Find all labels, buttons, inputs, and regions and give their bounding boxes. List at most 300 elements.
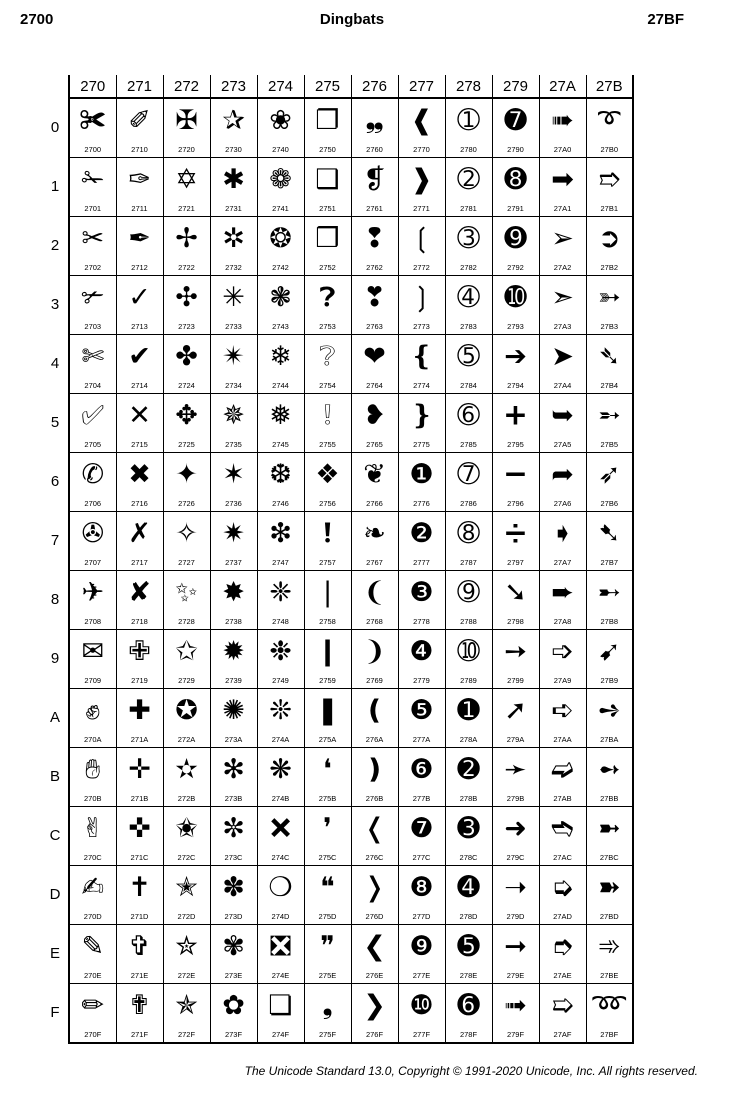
code-cell: [398, 453, 445, 512]
code-cell: [539, 630, 586, 689]
dingbat-glyph: ❾︎: [409, 931, 434, 962]
code-point-label: 2744: [272, 381, 289, 390]
dingbat-glyph: ✕︎: [128, 400, 151, 431]
code-cell: [539, 512, 586, 571]
code-cell: [398, 98, 445, 158]
code-point-label: 276F: [365, 1030, 384, 1039]
code-point-label: 2706: [84, 499, 102, 508]
code-cell: [539, 984, 586, 1044]
dingbat-glyph: ➳︎: [597, 282, 621, 313]
code-point-label: 27B5: [600, 440, 619, 449]
code-point-label: 27AB: [553, 794, 572, 803]
code-cell: [445, 98, 492, 158]
code-point-label: 2750: [319, 145, 336, 154]
dingbat-glyph: ➲︎: [597, 223, 621, 254]
code-cell: [257, 98, 304, 158]
dingbat-glyph: ➋︎: [457, 754, 480, 785]
code-point-label: 2727: [178, 558, 195, 567]
code-cell: [445, 276, 492, 335]
code-point-label: 270A: [83, 735, 102, 744]
code-point-label: 27B8: [600, 617, 619, 626]
code-point-label: 2771: [413, 204, 430, 213]
dingbat-glyph: ❡︎: [363, 164, 386, 195]
dingbat-glyph: ➭︎: [551, 872, 574, 903]
code-cell: [539, 925, 586, 984]
dingbat-glyph: ➚︎: [504, 695, 527, 726]
code-point-label: 2714: [131, 381, 148, 390]
dingbat-glyph: ✣︎: [175, 282, 198, 313]
code-point-label: 271A: [130, 735, 149, 744]
dingbat-glyph: ✢︎: [175, 223, 198, 254]
row-label: 6: [50, 473, 60, 490]
code-cell: [257, 158, 304, 217]
dingbat-glyph: ❦︎: [363, 459, 386, 490]
code-cell: [210, 984, 257, 1044]
code-point-label: 2715: [131, 440, 148, 449]
dingbat-glyph: ✟︎: [128, 990, 151, 1021]
code-point-label: 2759: [319, 676, 336, 685]
code-point-label: 279E: [506, 971, 525, 980]
column-header: 277: [398, 75, 445, 98]
code-cell: [586, 453, 633, 512]
dingbat-glyph: ❀︎: [269, 105, 292, 136]
range-end-label: 27BF: [647, 11, 684, 28]
code-cell: [69, 158, 116, 217]
code-point-label: 277D: [412, 912, 431, 921]
code-cell: [69, 866, 116, 925]
dingbat-glyph: ✃︎: [81, 282, 105, 313]
code-cell: [398, 571, 445, 630]
dingbat-glyph: ❌︎: [270, 813, 291, 844]
code-point-label: 276C: [365, 853, 384, 862]
code-point-label: 273F: [224, 1030, 243, 1039]
code-cell: [69, 925, 116, 984]
row-label: D: [49, 886, 61, 903]
dingbat-glyph: ❛︎: [323, 754, 332, 785]
chart-row: [69, 807, 633, 866]
dingbat-glyph: ➮︎: [551, 931, 574, 962]
code-point-label: 27B0: [600, 145, 619, 154]
dingbat-glyph: ✪︎: [175, 695, 198, 726]
dingbat-glyph: ➥︎: [551, 400, 574, 431]
dingbat-glyph: ✛︎: [128, 754, 151, 785]
code-point-label: 2799: [507, 676, 524, 685]
code-point-label: 271C: [130, 853, 149, 862]
dingbat-glyph: ✖︎: [128, 459, 151, 490]
dingbat-glyph: ✩︎: [175, 636, 198, 667]
code-cell: [210, 453, 257, 512]
code-point-label: 27B4: [600, 381, 619, 390]
dingbat-glyph: ✼︎: [222, 813, 245, 844]
code-cell: [539, 217, 586, 276]
code-point-label: 279D: [506, 912, 525, 921]
code-cell: [351, 571, 398, 630]
dingbat-glyph: ✙︎: [128, 636, 151, 667]
dingbat-glyph: ➗︎: [505, 518, 526, 549]
row-label: C: [49, 827, 61, 844]
dingbat-glyph: ➘︎: [504, 577, 527, 608]
code-point-label: 2768: [366, 617, 383, 626]
chart-row: [69, 630, 633, 689]
code-point-label: 2784: [460, 381, 477, 390]
code-point-label: 2787: [460, 558, 477, 567]
code-point-label: 270B: [83, 794, 102, 803]
code-point-label: 2733: [225, 322, 242, 331]
code-point-label: 2721: [178, 204, 195, 213]
code-point-label: 2717: [131, 558, 148, 567]
code-point-label: 2790: [507, 145, 524, 154]
dingbat-glyph: ➝︎: [504, 872, 527, 903]
column-header: 27B: [586, 75, 633, 98]
code-cell: [586, 630, 633, 689]
dingbat-glyph: ➌︎: [457, 813, 480, 844]
code-cell: [398, 630, 445, 689]
dingbat-glyph: ✱︎: [222, 164, 245, 195]
code-cell: [492, 748, 539, 807]
code-cell: [210, 98, 257, 158]
chart-row: [69, 335, 633, 394]
code-cell: [304, 512, 351, 571]
code-cell: [539, 571, 586, 630]
code-point-label: 276A: [365, 735, 384, 744]
code-cell: [116, 98, 163, 158]
chart-row: [69, 158, 633, 217]
range-start-label: 2700: [20, 11, 54, 28]
dingbat-glyph: ➈︎: [457, 577, 480, 608]
dingbat-glyph: ✝︎: [128, 872, 151, 903]
row-labels: [40, 98, 70, 1042]
code-point-label: 2752: [319, 263, 336, 272]
code-point-label: 27A8: [553, 617, 572, 626]
code-point-label: 2713: [131, 322, 148, 331]
code-cell: [445, 748, 492, 807]
column-header: 279: [492, 75, 539, 98]
code-cell: [492, 689, 539, 748]
code-cell: [257, 630, 304, 689]
dingbat-glyph: ❙︎: [316, 636, 339, 667]
code-cell: [116, 807, 163, 866]
code-point-label: 270C: [83, 853, 102, 862]
dingbat-glyph: ❖︎: [315, 459, 340, 490]
code-point-label: 276B: [365, 794, 384, 803]
dingbat-glyph: ➶︎: [597, 459, 621, 490]
dingbat-glyph: ❄︎: [269, 341, 292, 372]
code-point-label: 2734: [225, 381, 242, 390]
code-cell: [163, 689, 210, 748]
dingbat-glyph: ✠︎: [175, 105, 198, 136]
dingbat-glyph: ❶︎: [409, 459, 434, 490]
dingbat-glyph: ❱︎: [410, 164, 433, 195]
dingbat-glyph: ✎︎: [81, 931, 105, 962]
code-cell: [398, 512, 445, 571]
code-point-label: 2775: [413, 440, 430, 449]
code-cell: [210, 512, 257, 571]
dingbat-glyph: ➯︎: [551, 990, 574, 1021]
copyright-footer: The Unicode Standard 13.0, Copyright © 1991-2020 Unicode, Inc. All rights reserved.: [244, 1064, 698, 1078]
dingbat-glyph: ✫︎: [175, 754, 198, 785]
code-cell: [257, 866, 304, 925]
code-point-label: 277B: [412, 794, 431, 803]
row-label: 7: [50, 532, 60, 549]
code-point-label: 272D: [177, 912, 196, 921]
code-cell: [445, 866, 492, 925]
code-cell: [586, 571, 633, 630]
code-cell: [257, 925, 304, 984]
dingbat-glyph: ❚︎: [316, 695, 339, 726]
dingbat-glyph: ✊︎: [85, 695, 101, 726]
dingbat-glyph: ❒︎: [315, 223, 340, 254]
code-cell: [398, 335, 445, 394]
code-cell: [210, 571, 257, 630]
code-point-label: 27AD: [553, 912, 572, 921]
code-cell: [210, 748, 257, 807]
code-cell: [445, 394, 492, 453]
dingbat-glyph: ❓︎: [319, 282, 336, 313]
dingbat-glyph: ➊︎: [457, 695, 480, 726]
code-cell: [492, 394, 539, 453]
code-point-label: 2724: [178, 381, 195, 390]
dingbat-glyph: ➃︎: [457, 282, 480, 313]
code-point-label: 2754: [319, 381, 336, 390]
dingbat-glyph: ➹︎: [597, 636, 621, 667]
code-point-label: 2709: [84, 676, 102, 685]
dingbat-glyph: ✔︎: [128, 341, 151, 372]
dingbat-glyph: ➇︎: [457, 518, 480, 549]
code-point-label: 27A1: [553, 204, 572, 213]
code-point-label: 2753: [319, 322, 336, 331]
dingbat-glyph: ➵︎: [597, 400, 621, 431]
code-cell: [445, 512, 492, 571]
code-point-label: 2729: [178, 676, 195, 685]
code-cell: [351, 335, 398, 394]
dingbat-glyph: ❵︎: [410, 400, 433, 431]
dingbat-glyph: ✓︎: [128, 282, 151, 313]
code-point-label: 2798: [507, 617, 524, 626]
column-header: 273: [210, 75, 257, 98]
code-cell: [586, 925, 633, 984]
row-label: B: [49, 768, 60, 785]
dingbat-glyph: ➫︎: [551, 754, 574, 785]
code-cell: [539, 276, 586, 335]
code-cell: [257, 512, 304, 571]
code-point-label: 2797: [507, 558, 524, 567]
dingbat-glyph: ➛︎: [504, 754, 527, 785]
code-point-label: 272E: [177, 971, 196, 980]
code-cell: [492, 335, 539, 394]
code-cell: [257, 748, 304, 807]
dingbat-glyph: ✂︎: [81, 223, 105, 254]
code-point-label: 27BC: [599, 853, 619, 862]
code-cell: [304, 453, 351, 512]
code-cell: [304, 276, 351, 335]
code-cell: [492, 217, 539, 276]
code-point-label: 275F: [318, 1030, 337, 1039]
code-point-label: 27A3: [553, 322, 572, 331]
code-point-label: 27AF: [553, 1030, 572, 1039]
dingbat-glyph: ❁︎: [269, 164, 292, 195]
dingbat-glyph: ➱︎: [597, 164, 621, 195]
code-cell: [445, 217, 492, 276]
dingbat-glyph: ➟︎: [504, 990, 527, 1021]
code-cell: [304, 925, 351, 984]
row-label: 5: [50, 414, 60, 431]
code-cell: [116, 276, 163, 335]
dingbat-glyph: ❍︎: [268, 872, 293, 903]
code-cell: [398, 984, 445, 1044]
code-point-label: 272B: [177, 794, 196, 803]
code-cell: [210, 276, 257, 335]
dingbat-glyph: ❥︎: [363, 400, 386, 431]
dingbat-glyph: ✥︎: [175, 400, 198, 431]
code-point-label: 2777: [413, 558, 430, 567]
dingbat-glyph: ➽︎: [597, 872, 621, 903]
code-point-label: 277C: [412, 853, 431, 862]
code-point-label: 2795: [507, 440, 524, 449]
code-point-label: 273A: [224, 735, 243, 744]
chart-row: [69, 748, 633, 807]
dingbat-glyph: ✈︎: [81, 577, 105, 608]
dingbat-glyph: ❝︎: [320, 872, 335, 903]
dingbat-glyph: ➖︎: [505, 459, 526, 490]
code-cell: [69, 394, 116, 453]
code-cell: [304, 335, 351, 394]
code-point-label: 275E: [318, 971, 337, 980]
code-cell: [116, 866, 163, 925]
code-cell: [304, 748, 351, 807]
code-point-label: 2763: [366, 322, 383, 331]
dingbat-glyph: ➠︎: [551, 105, 574, 136]
dingbat-glyph: ➴︎: [597, 341, 621, 372]
dingbat-glyph: ❊︎: [269, 695, 292, 726]
dingbat-glyph: ➞︎: [504, 931, 527, 962]
dingbat-glyph: ➕︎: [505, 400, 526, 431]
code-cell: [351, 276, 398, 335]
dingbat-glyph: ➧︎: [551, 518, 574, 549]
code-point-label: 2710: [131, 145, 148, 154]
code-point-label: 2774: [413, 381, 430, 390]
code-cell: [351, 394, 398, 453]
code-point-label: 271D: [130, 912, 149, 921]
code-point-label: 27A4: [553, 381, 572, 390]
code-point-label: 27A9: [553, 676, 572, 685]
code-cell: [586, 512, 633, 571]
code-point-label: 27A0: [553, 145, 572, 154]
row-label: 8: [50, 591, 60, 608]
code-cell: [492, 984, 539, 1044]
code-point-label: 2756: [319, 499, 336, 508]
dingbat-glyph: ✋︎: [85, 754, 101, 785]
code-cell: [304, 866, 351, 925]
code-point-label: 27A5: [553, 440, 572, 449]
dingbat-glyph: ❰︎: [410, 105, 433, 136]
code-point-label: 278E: [459, 971, 478, 980]
code-cell: [210, 866, 257, 925]
dingbat-glyph: ➬︎: [551, 813, 574, 844]
code-cell: [69, 217, 116, 276]
code-point-label: 2748: [272, 617, 289, 626]
code-point-label: 278D: [459, 912, 478, 921]
code-point-label: 27BF: [600, 1030, 619, 1039]
code-cell: [163, 158, 210, 217]
code-point-label: 2781: [460, 204, 477, 213]
code-cell: [257, 807, 304, 866]
code-point-label: 2758: [319, 617, 336, 626]
code-point-label: 2731: [225, 204, 242, 213]
code-cell: [69, 276, 116, 335]
dingbat-glyph: ❑︎: [315, 164, 340, 195]
code-point-label: 274E: [271, 971, 290, 980]
chart-row: [69, 571, 633, 630]
dingbat-glyph: ➂︎: [457, 223, 480, 254]
row-label: 2: [50, 237, 60, 254]
code-point-label: 27B2: [600, 263, 619, 272]
code-cell: [351, 748, 398, 807]
code-cell: [116, 571, 163, 630]
code-cell: [351, 925, 398, 984]
code-cell: [116, 158, 163, 217]
code-point-label: 27A6: [553, 499, 572, 508]
code-point-label: 2796: [507, 499, 524, 508]
code-cell: [398, 276, 445, 335]
dingbat-glyph: ❆︎: [269, 459, 292, 490]
code-point-label: 2767: [366, 558, 383, 567]
code-point-label: 273D: [224, 912, 243, 921]
chart-row: [69, 217, 633, 276]
dingbat-glyph: ❬︎: [363, 813, 386, 844]
dingbat-glyph: ❉︎: [269, 636, 292, 667]
dingbat-glyph: ❎︎: [269, 931, 292, 962]
code-point-label: 271F: [130, 1030, 149, 1039]
chart-row: [69, 394, 633, 453]
code-point-label: 273C: [224, 853, 243, 862]
dingbat-glyph: ✰︎: [222, 105, 245, 136]
code-point-label: 2793: [507, 322, 524, 331]
code-point-label: 2718: [131, 617, 148, 626]
dingbat-glyph: ❞︎: [320, 931, 335, 962]
code-cell: [163, 925, 210, 984]
code-point-label: 2783: [460, 322, 477, 331]
code-point-label: 2743: [272, 322, 289, 331]
dingbat-glyph: ✽︎: [222, 872, 245, 903]
code-point-label: 277F: [412, 1030, 431, 1039]
dingbat-glyph: ❭︎: [363, 872, 386, 903]
dingbat-glyph: ❐︎: [315, 105, 340, 136]
code-point-label: 2703: [84, 322, 102, 331]
code-point-label: 2782: [460, 263, 477, 272]
code-cell: [163, 630, 210, 689]
code-cell: [163, 335, 210, 394]
code-point-label: 2764: [366, 381, 383, 390]
column-header: 270: [69, 75, 116, 98]
code-cell: [210, 394, 257, 453]
dingbat-glyph: ➦︎: [551, 459, 574, 490]
row-label: 4: [50, 355, 60, 372]
dingbat-glyph: ✤︎: [175, 341, 198, 372]
dingbat-glyph: ✇︎: [81, 518, 105, 549]
code-point-label: 2779: [413, 676, 430, 685]
code-cell: [492, 630, 539, 689]
dingbat-glyph: ➎︎: [457, 931, 480, 962]
code-point-label: 27B1: [600, 204, 619, 213]
code-point-label: 2776: [413, 499, 430, 508]
code-point-label: 2757: [319, 558, 336, 567]
code-point-label: 277A: [412, 735, 431, 744]
code-point-label: 2732: [225, 263, 242, 272]
code-point-label: 270E: [83, 971, 102, 980]
code-point-label: 2739: [225, 676, 242, 685]
dingbat-glyph: ✺︎: [222, 695, 245, 726]
code-point-label: 2720: [178, 145, 195, 154]
